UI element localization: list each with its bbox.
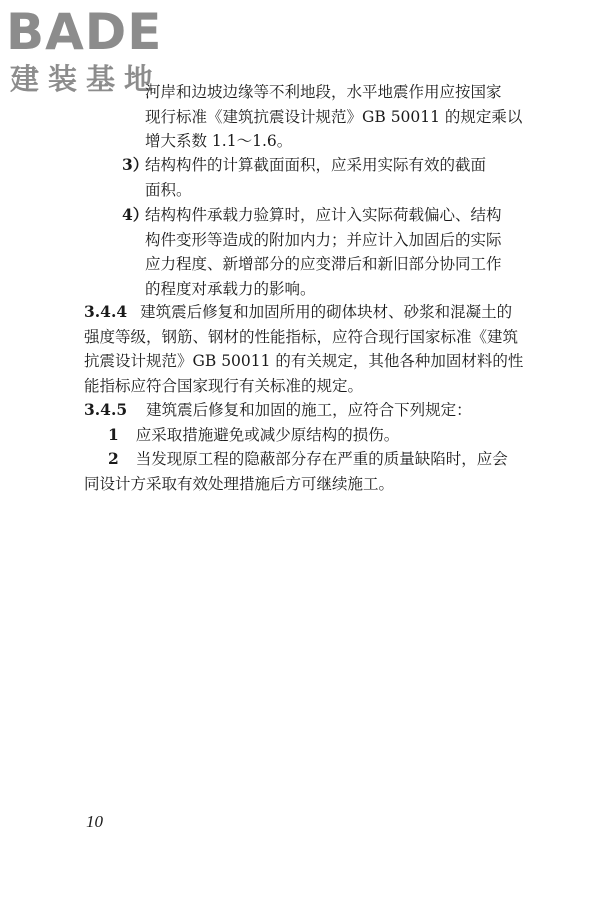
item-3: [145, 153, 486, 202]
item-4: [145, 203, 502, 301]
text-line: 应力程度、新增部分的应变滞后和新旧部分协同工作: [145, 255, 502, 273]
clause-heading-line: 3.4.5 建筑震后修复和加固的施工，应符合下列规定：: [84, 400, 472, 419]
item-4-number: 4）: [122, 205, 149, 224]
text-line: 同设计方采取有效处理措施后方可继续施工。: [84, 474, 395, 493]
clause-3-4-4: [84, 300, 523, 398]
text-line: 现行标准《建筑抗震设计规范》GB 50011 的规定乘以: [145, 107, 523, 126]
clause-number: 3.4.5: [84, 400, 128, 419]
clause-number: 3.4.4: [84, 302, 128, 321]
page-number: 10: [86, 812, 103, 831]
sub-item-2: 2 当发现原工程的隐蔽部分存在严重的质量缺陷时，应会: [108, 449, 508, 468]
item-3-number: 3）: [122, 155, 149, 174]
text-line: 构件变形等造成的附加内力；并应计入加固后的实际: [145, 230, 502, 249]
text-line: 结构构件的计算截面面积，应采用实际有效的截面: [145, 156, 487, 174]
clause-3-4-5: [84, 398, 508, 496]
item-2-continuation: [145, 80, 522, 154]
text-line: 增大系数 1.1～1.6。: [145, 132, 293, 150]
clause-heading-line: 3.4.4 建筑震后修复和加固所用的砌体块材、砂浆和混凝土的: [84, 302, 513, 321]
text-line: 面积。: [145, 180, 192, 199]
text-line: 河岸和边坡边缘等不利地段，水平地震作用应按国家: [145, 83, 502, 101]
logo-chinese-name: 建装基地: [10, 62, 163, 96]
logo-wordmark: BADE: [6, 3, 163, 61]
sub-item-1: 1 应采取措施避免或减少原结构的损伤。: [108, 424, 400, 444]
text-line: 能指标应符合国家现行有关标准的规定。: [84, 376, 364, 395]
text-line: 抗震设计规范》GB 50011 的有关规定，其他各种加固材料的性: [84, 352, 524, 370]
text-line: 强度等级，钢筋、钢材的性能指标，应符合现行国家标准《建筑: [84, 327, 519, 346]
text-line: 的程度对承载力的影响。: [145, 279, 316, 298]
text-line: 结构构件承载力验算时，应计入实际荷载偏心、结构: [145, 206, 502, 224]
